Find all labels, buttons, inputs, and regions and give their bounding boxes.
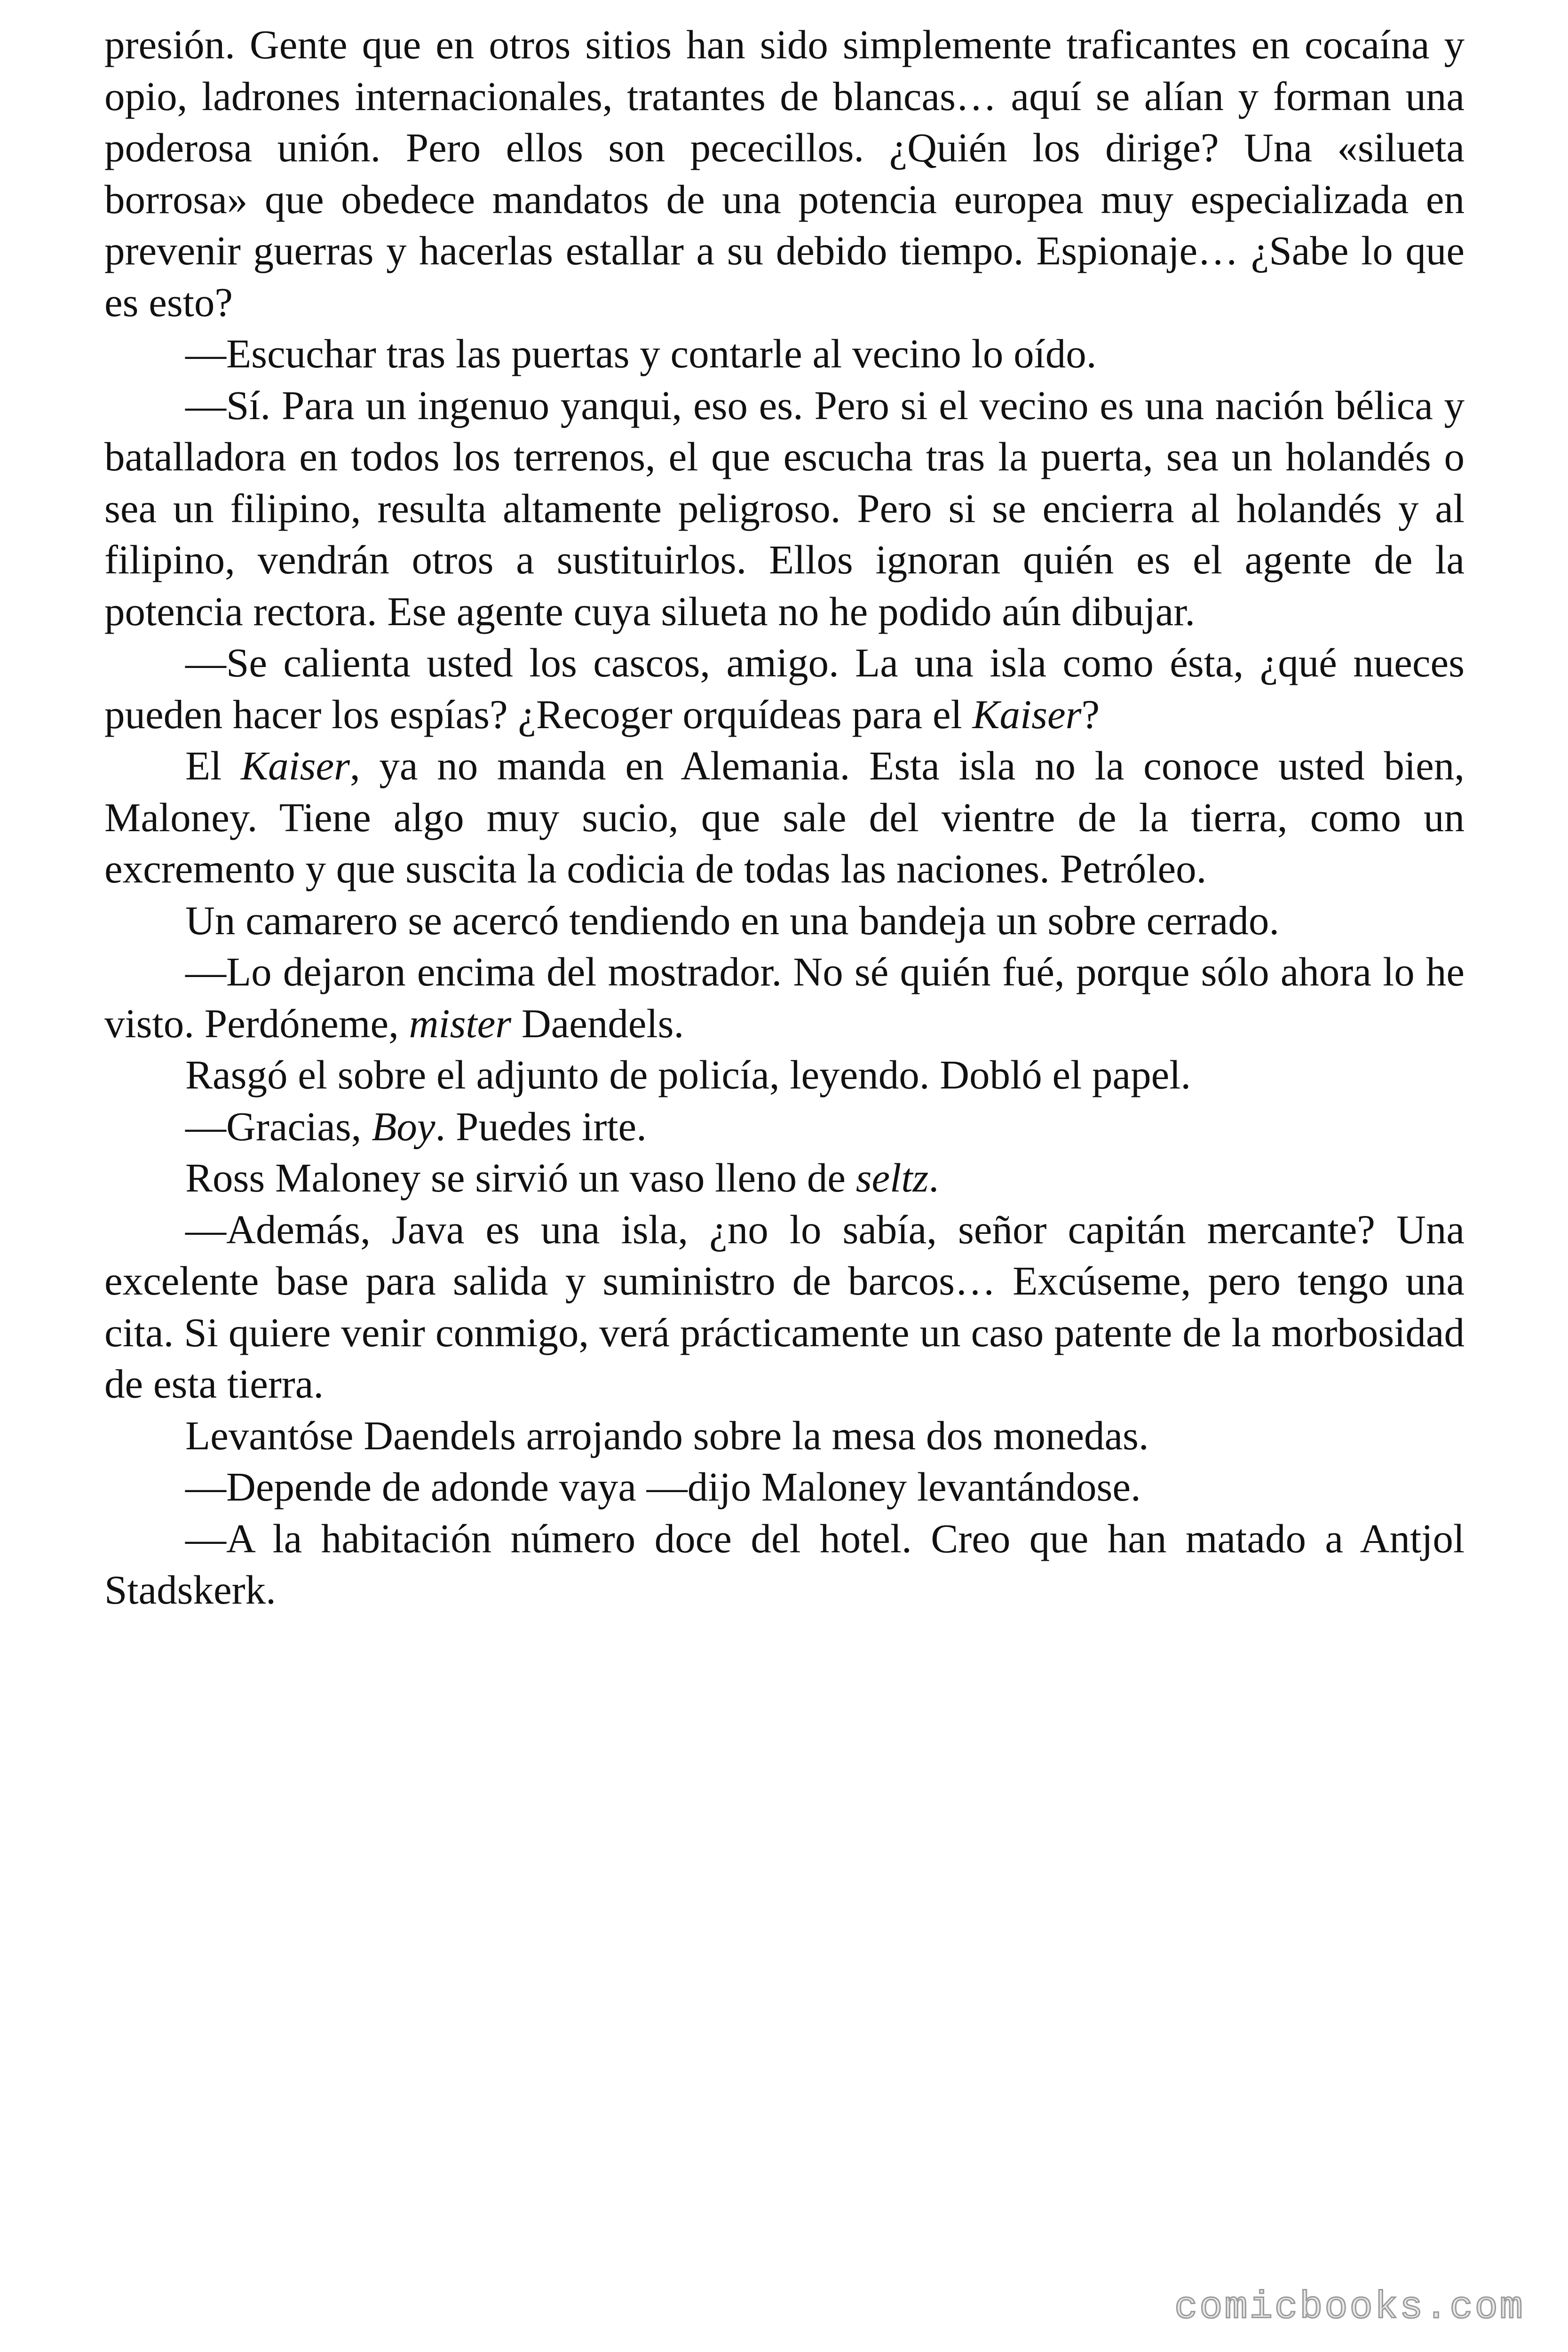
paragraph-8: Rasgó el sobre el adjunto de policía, leyendo. Dobló el papel.: [185, 1052, 1191, 1097]
paragraph-14: —A la habitación número doce del hotel. Creo que han matado a Antjol Stadskerk.: [104, 1515, 1465, 1613]
paragraph-10-text-b: .: [928, 1155, 939, 1200]
paragraph-9-text-a: —Gracias,: [185, 1103, 372, 1149]
paragraph-4-italic: Kaiser: [972, 691, 1082, 737]
paragraph-7-italic: mister: [409, 1000, 512, 1046]
paragraph-9-italic: Boy: [372, 1103, 436, 1149]
paragraph-10: [104, 1152, 1465, 1204]
paragraph-5-text-b: , ya no manda en Alemania. Esta isla no la conoce usted bien, Maloney. Tiene algo muy sucio, que sale del vientre de la tierra, como un excremento y que suscita la codicia de todas las naciones. Petróleo.: [104, 743, 1465, 891]
paragraph-3: —Sí. Para un ingenuo yanqui, eso es. Pero si el vecino es una nación bélica y batalladora en todos los terrenos, el que escucha tras la puerta, sea un holandés o sea un filipino, resulta altamente peligroso. Pero si se encierra al holandés y al filipino, vendrán otros a sustituirlos. Ellos ignoran quién es el agente de la potencia rectora. Ese agente cuya silueta no he podido aún dibujar.: [104, 382, 1465, 634]
paragraph-9-text-b: . Puedes irte.: [435, 1103, 647, 1149]
paragraph-4-text-a: —Se calienta usted los cascos, amigo. La una isla como ésta, ¿qué nueces pueden hacer los espías? ¿Recoger orquídeas para el: [104, 640, 1465, 737]
paragraph-4-text-b: ?: [1081, 691, 1100, 737]
paragraph-5: [104, 740, 1465, 895]
paragraph-5-text-a: El: [185, 743, 241, 788]
paragraph-2: —Escuchar tras las puertas y contarle al vecino lo oído.: [185, 331, 1097, 376]
paragraph-7-text-a: —Lo dejaron encima del mostrador. No sé quién fué, porque sólo ahora lo he visto. Perdóneme,: [104, 949, 1465, 1046]
paragraph-10-italic: seltz: [855, 1155, 929, 1200]
paragraph-12: Levantóse Daendels arrojando sobre la mesa dos monedas.: [185, 1412, 1149, 1458]
paragraph-6: Un camarero se acercó tendiendo en una bandeja un sobre cerrado.: [185, 897, 1280, 943]
paragraph-7-text-b: Daendels.: [511, 1000, 684, 1046]
paragraph-1: presión. Gente que en otros sitios han sido simplemente traficantes en cocaína y opio, ladrones internacionales, tratantes de blancas… aquí se alían y forman una poderosa unión. Pero ellos son pececillos. ¿Quién los dirige? Una «silueta borrosa» que obedece mandatos de una potencia europea muy especializada en prevenir guerras y hacerlas estallar a su debido tiempo. Espionaje… ¿Sabe lo que es esto?: [104, 22, 1465, 325]
paragraph-10-text-a: Ross Maloney se sirvió un vaso lleno de: [185, 1155, 856, 1200]
watermark: comicbooks.com: [1174, 2286, 1525, 2329]
paragraph-4: [104, 637, 1465, 740]
paragraph-5-italic: Kaiser: [240, 743, 350, 788]
paragraph-11: —Además, Java es una isla, ¿no lo sabía, señor capitán mercante? Una excelente base para salida y suministro de barcos… Excúseme, pero tengo una cita. Si quiere venir conmigo, verá prácticamente un caso patente de la morbosidad de esta tierra.: [104, 1206, 1465, 1406]
paragraph-9: [104, 1101, 1465, 1152]
paragraph-13: —Depende de adonde vaya —dijo Maloney levantándose.: [185, 1464, 1141, 1510]
paragraph-7: [104, 946, 1465, 1049]
page-text: [104, 19, 1465, 1616]
